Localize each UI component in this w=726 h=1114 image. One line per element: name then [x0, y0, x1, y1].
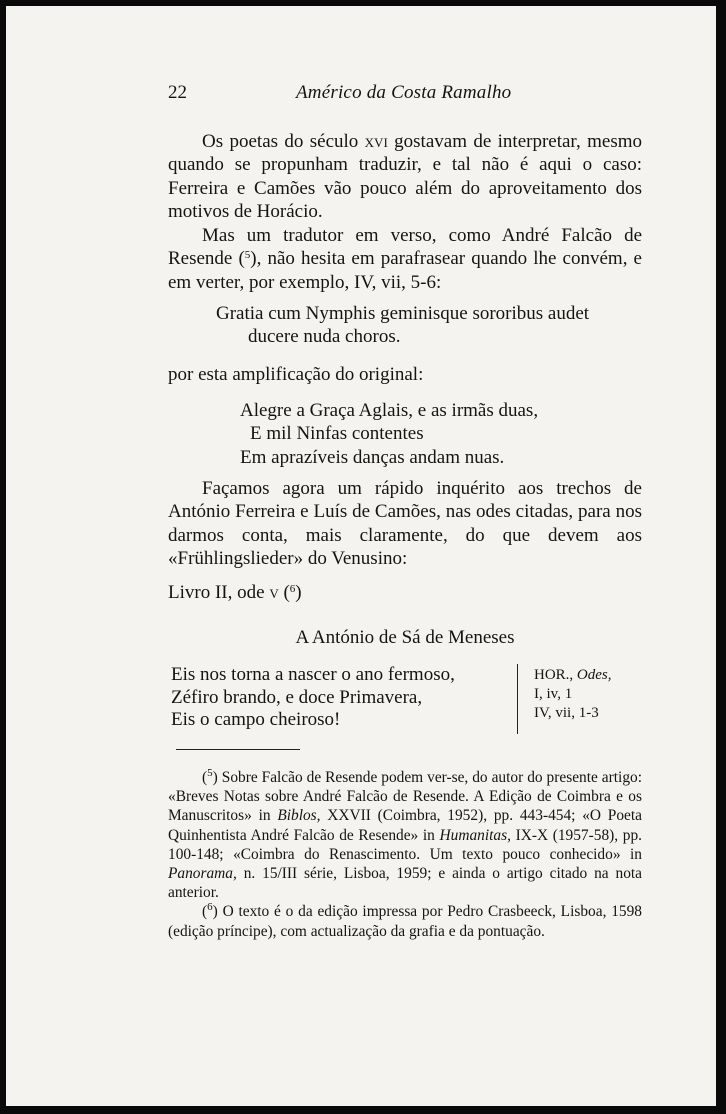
paragraph-1: Os poetas do século xvi gostavam de interpretar, mesmo quando se propunham traduzir, e tal não é aqui o caso: Ferreira e Camões vão pouco além do aproveitamento dos motivos de Horácio.: [168, 131, 642, 223]
footnote-ref-6: 6: [289, 583, 296, 595]
paragraph-4: Façamos agora um rápido inquérito aos trechos de António Ferreira e Luís de Camões, nas odes citadas, para nos darmos conta, mais claramente, do que devem aos «Frühlingslieder» do Venusino:: [168, 478, 642, 570]
section-heading-livro: Livro II, ode v ($^6$): [168, 582, 302, 603]
latin-verse: [216, 302, 646, 349]
poem-line: Eis nos torna a nascer o ano fermoso,: [171, 664, 455, 685]
portuguese-verse: [240, 399, 640, 469]
ode-title: A António de Sá de Meneses: [295, 627, 515, 648]
page-number: 22: [168, 82, 187, 103]
paragraph-3: por esta amplificação do original:: [168, 364, 424, 385]
reference-divider: [517, 664, 518, 734]
running-title: Américo da Costa Ramalho: [296, 82, 512, 103]
poem-line: Zéfiro brando, e doce Primavera,: [171, 686, 423, 708]
book-page: [6, 6, 716, 1106]
latin-line: Gratia cum Nymphis geminisque sororibus audet: [216, 303, 590, 324]
footnote-5: ($^5$) Sobre Falcão de Resende podem ver-se, do autor do presente artigo: «Breves Notas sobre André Falcão de Resende. A Edição de Coimbra e os Manuscritos» in Biblos, XXVII (Coimbra, 1952), pp. 443-454; «O Poeta Quinhentista André Falcão de Resende» in Humanitas, IX-X (1957-58), pp. 100-148; «Coimbra do Renascimento. Um texto pouco conhecido» in Panorama, n. 15/III série, Lisboa, 1959; e ainda o artigo citado na nota anterior.: [168, 767, 642, 902]
paragraph-2: Mas um tradutor em verso, como André Falcão de Resende ($^5$), não hesita em parafrasear quando lhe convém, e em verter, por exemplo, IV, vii, 5-6:: [168, 225, 642, 293]
horace-reference: HOR., Odes, I, iv, 1 IV, vii, 1-3: [534, 667, 612, 721]
verse-line: Alegre a Graça Aglais, e as irmãs duas,: [240, 400, 539, 421]
footnote-ref-5: 5: [244, 249, 251, 262]
ode-excerpt: [171, 664, 455, 732]
latin-line: ducere nuda choros.: [248, 326, 401, 348]
poem-line: Eis o campo cheiroso!: [171, 709, 341, 731]
footnote-rule: [176, 749, 300, 750]
footnotes: [168, 768, 642, 941]
verse-line: E mil Ninfas contentes: [250, 423, 424, 445]
verse-line: Em aprazíveis danças andam nuas.: [240, 446, 505, 468]
footnote-6: ($^6$) O texto é o da edição impressa por Pedro Crasbeeck, Lisboa, 1598 (edição príncipe), com actualização da grafia e da pontuação.: [168, 901, 642, 940]
